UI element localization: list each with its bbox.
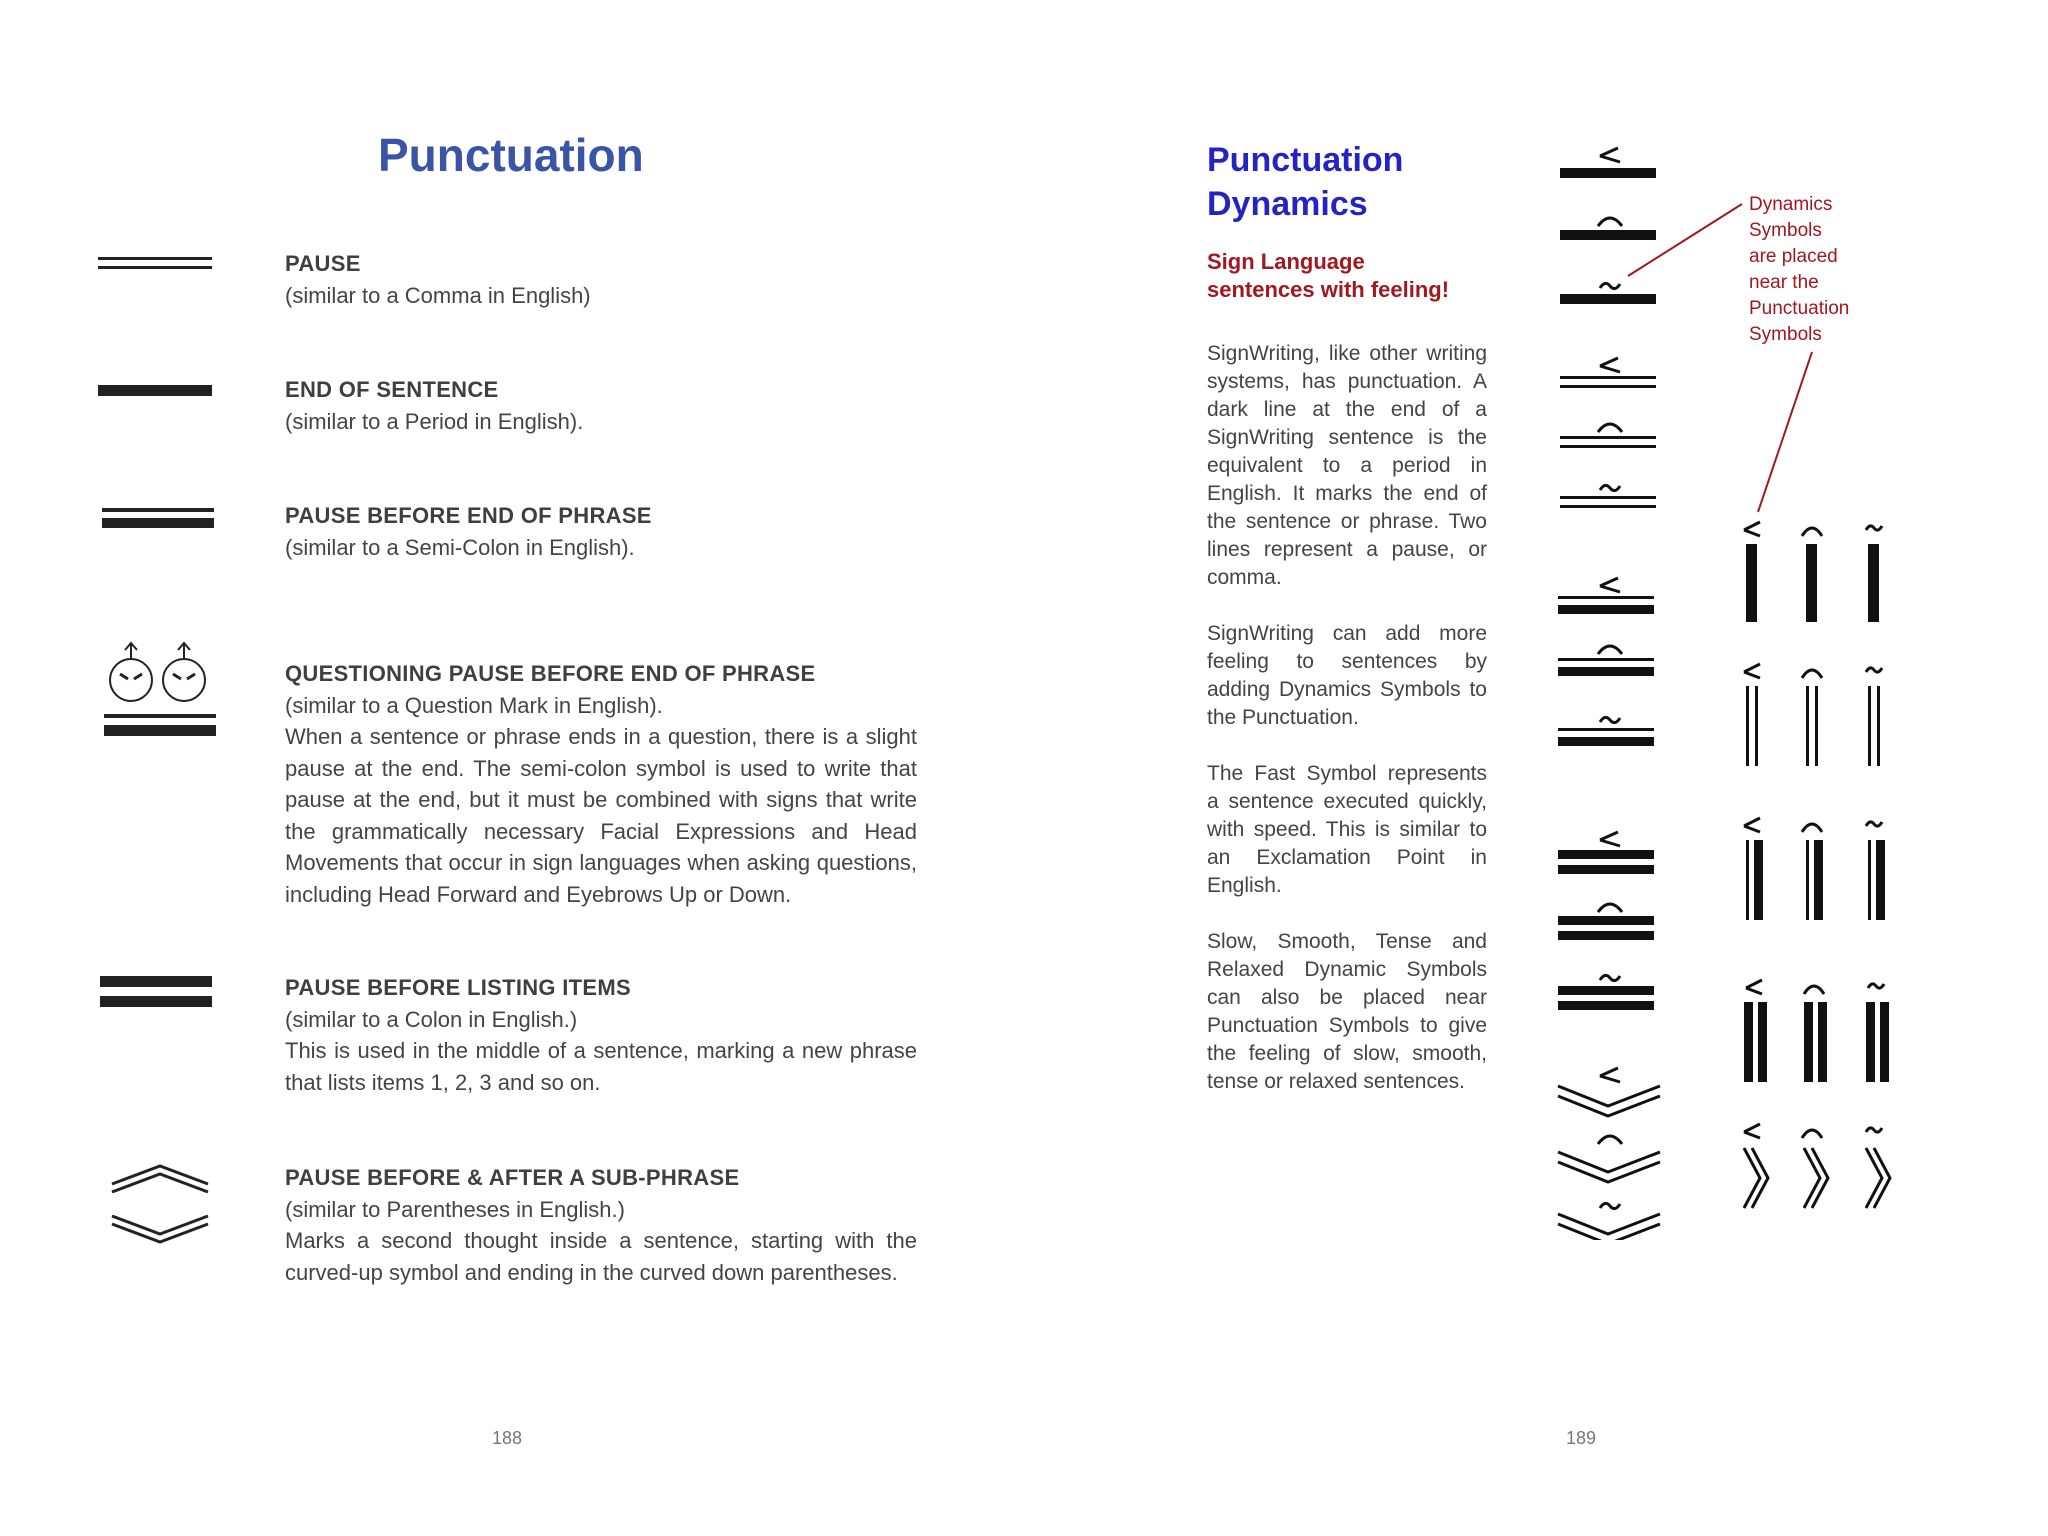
entry-description: (similar to a Colon in English.) [285, 1006, 578, 1032]
entry-description: (similar to a Semi-Colon in English). [285, 534, 635, 560]
section-title-line: Punctuation [1207, 141, 1404, 179]
entry-description: When a sentence or phrase ends in a question, there is a slight pause at the end. The semi-colon symbol is used to write that pause at the end, but it must be combined with signs that write the grammatically necessary Facial Expressions and Head Movements that occur in sign languages when asking questions, including Head Forward and Eyebrows Up or Down. [285, 724, 917, 907]
callout-line: near the [1749, 272, 1819, 293]
callout-line: Dynamics [1749, 194, 1833, 215]
paragraph: The Fast Symbol represents a sentence executed quickly, with speed. This is similar to an Exclamation Point in English. [1207, 762, 1487, 897]
callout-line: Symbols [1749, 220, 1822, 241]
entry-heading: PAUSE [285, 251, 361, 276]
callout-line: Punctuation [1749, 298, 1850, 319]
callout-line: are placed [1749, 246, 1838, 267]
entry-description: This is used in the middle of a sentence, marking a new phrase that lists items 1, 2, 3 and so on. [285, 1038, 917, 1095]
page-title: Punctuation [378, 129, 644, 181]
entry-heading: END OF SENTENCE [285, 377, 499, 402]
entry-description: (similar to a Period in English). [285, 408, 584, 434]
entry-heading: PAUSE BEFORE & AFTER A SUB-PHRASE [285, 1165, 740, 1190]
entry-description: Marks a second thought inside a sentence, starting with the curved-up symbol and ending in the curved down parentheses. [285, 1228, 917, 1285]
section-title-line: Dynamics [1207, 185, 1368, 223]
entry-heading: PAUSE BEFORE END OF PHRASE [285, 503, 652, 528]
entry-description: (similar to a Comma in English) [285, 282, 591, 308]
entry-heading: PAUSE BEFORE LISTING ITEMS [285, 975, 631, 1000]
dynamics-vertical-symbols-icon [1730, 510, 1920, 1230]
paragraph: SignWriting, like other writing systems, has punctuation. A dark line at the end of a SignWriting sentence is the equivalent to a period in English. It marks the end of the sentence or phrase. Two lines represent a pause, or comma. [1207, 342, 1487, 589]
page-number-left: 188 [492, 1428, 523, 1448]
entry-heading: QUESTIONING PAUSE BEFORE END OF PHRASE [285, 661, 816, 686]
entry-description: (similar to Parentheses in English.) [285, 1196, 625, 1222]
subtitle-line: sentences with feeling! [1207, 277, 1450, 302]
callout-line: Symbols [1749, 324, 1822, 345]
entry-description: (similar to a Question Mark in English). [285, 692, 663, 718]
paragraph: SignWriting can add more feeling to sentences by adding Dynamics Symbols to the Punctuation. [1207, 622, 1487, 729]
subtitle-line: Sign Language [1207, 249, 1365, 274]
dynamics-horizontal-symbols-icon [1550, 140, 1680, 1240]
paragraph: Slow, Smooth, Tense and Relaxed Dynamic Symbols can also be placed near Punctuation Symbols to give the feeling of slow, smooth, tense or relaxed sentences. [1207, 930, 1487, 1093]
page-number-right: 189 [1566, 1428, 1597, 1448]
